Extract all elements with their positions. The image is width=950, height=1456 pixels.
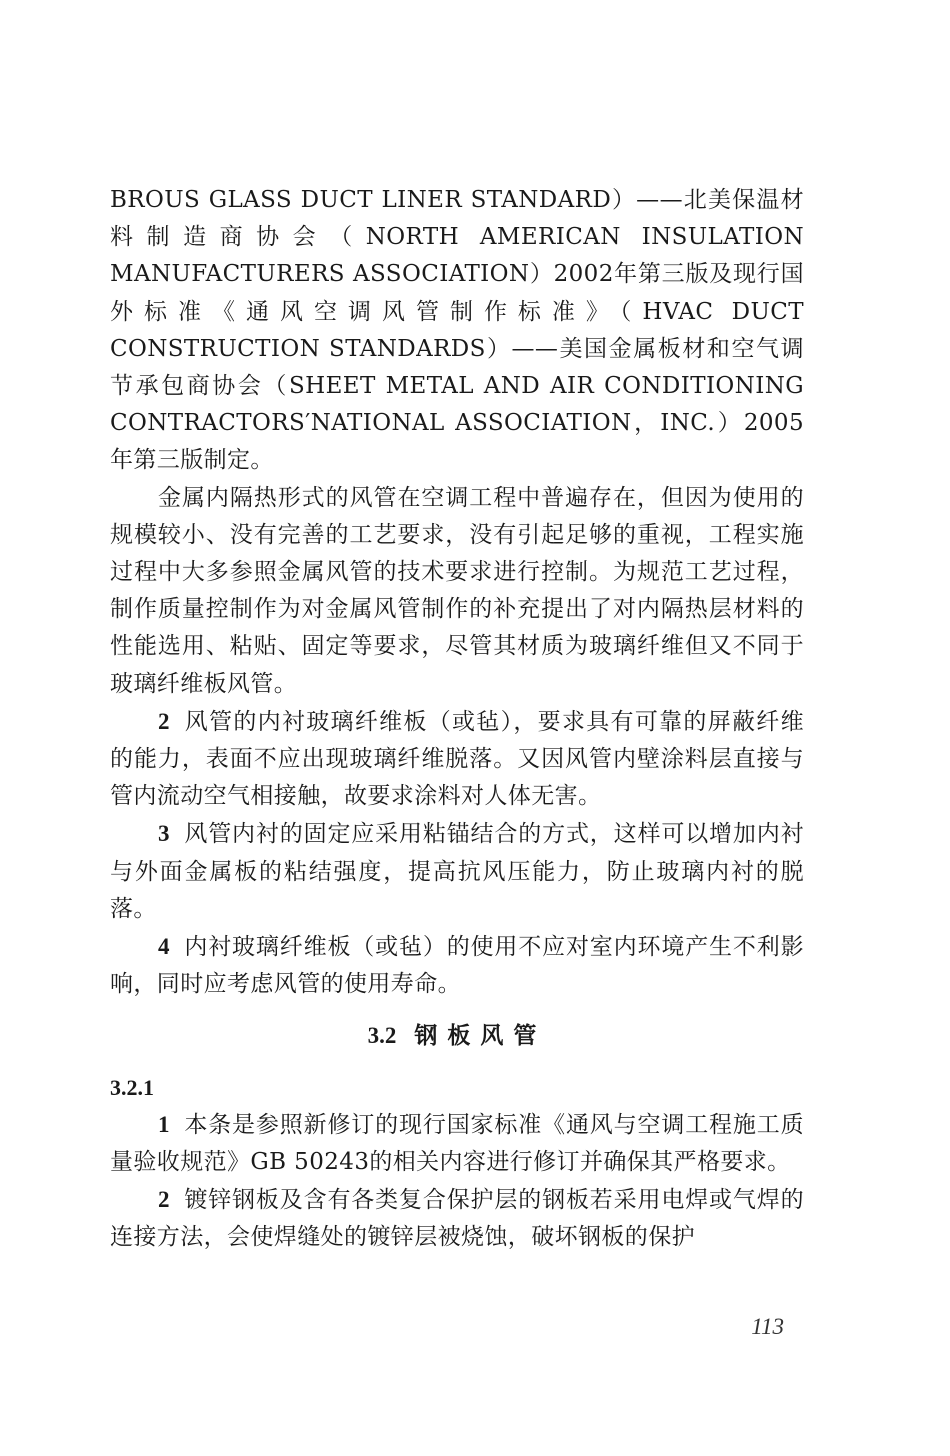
list-item-text: 风管的内衬玻璃纤维板（或毡），要求具有可靠的屏蔽纤维的能力，表面不应出现玻璃纤维脱落。又因风管内壁涂料层直接与管内流动空气相接触，故要求涂料对人体无害。 xyxy=(110,708,804,810)
list-item-4 xyxy=(110,928,804,1003)
section-number: 3.2 xyxy=(367,1023,397,1049)
list-item-text: 内衬玻璃纤维板（或毡）的使用不应对室内环境产生不利影响，同时应考虑风管的使用寿命。 xyxy=(110,934,804,998)
clause-item-1 xyxy=(110,1106,804,1181)
section-heading xyxy=(110,1017,804,1054)
list-item-text: 风管内衬的固定应采用粘锚结合的方式，这样可以增加内衬与外面金属板的粘结强度，提高抗风压能力，防止玻璃内衬的脱落。 xyxy=(110,821,804,922)
list-item-number: 2 xyxy=(158,1187,170,1213)
clause-number: 3.2.1 xyxy=(110,1074,154,1100)
list-item-text: 镀锌钢板及含有各类复合保护层的钢板若采用电焊或气焊的连接方法，会使焊缝处的镀锌层被烧蚀，破坏钢板的保护 xyxy=(110,1187,804,1251)
list-item-number: 2 xyxy=(158,708,170,734)
list-item-text: 本条是参照新修订的现行国家标准《通风与空调工程施工质量验收规范》GB 50243的相关内容进行修订并确保其严格要求。 xyxy=(110,1111,804,1176)
list-item-2 xyxy=(110,703,804,816)
paragraph-standards-reference: BROUS GLASS DUCT LINER STANDARD）——北美保温材料制造商协会（NORTH AMERICAN INSULATION MANUFACTURERS ASSOCIATION）2002年第三版及现行国外标准《通风空调风管制作标准》（HVAC DUCT CONSTRUCTION STANDARDS）——美国金属板材和空气调节承包商协会（SHEET METAL AND AIR CONDITIONING CONTRACTORS′NATIONAL ASSOCIATION，INC.）2005年第三版制定。 xyxy=(110,187,804,474)
list-item-number: 4 xyxy=(158,934,170,960)
clause-item-2 xyxy=(110,1181,804,1256)
list-item-number: 3 xyxy=(158,821,170,847)
section-title: 钢板风管 xyxy=(414,1022,547,1050)
list-item-3 xyxy=(110,815,804,928)
list-item-number: 1 xyxy=(158,1111,170,1137)
paragraph-metal-insulated-duct: 金属内隔热形式的风管在空调工程中普遍存在，但因为使用的规模较小、没有完善的工艺要求，没有引起足够的重视，工程实施过程中大多参照金属风管的技术要求进行控制。为规范工艺过程，制作质量控制作为对金属风管制作的补充提出了对内隔热层材料的性能选用、粘贴、固定等要求，尽管其材质为玻璃纤维但又不同于玻璃纤维板风管。 xyxy=(110,484,804,697)
page-number: 113 xyxy=(751,1314,784,1339)
page-body xyxy=(110,182,804,1257)
